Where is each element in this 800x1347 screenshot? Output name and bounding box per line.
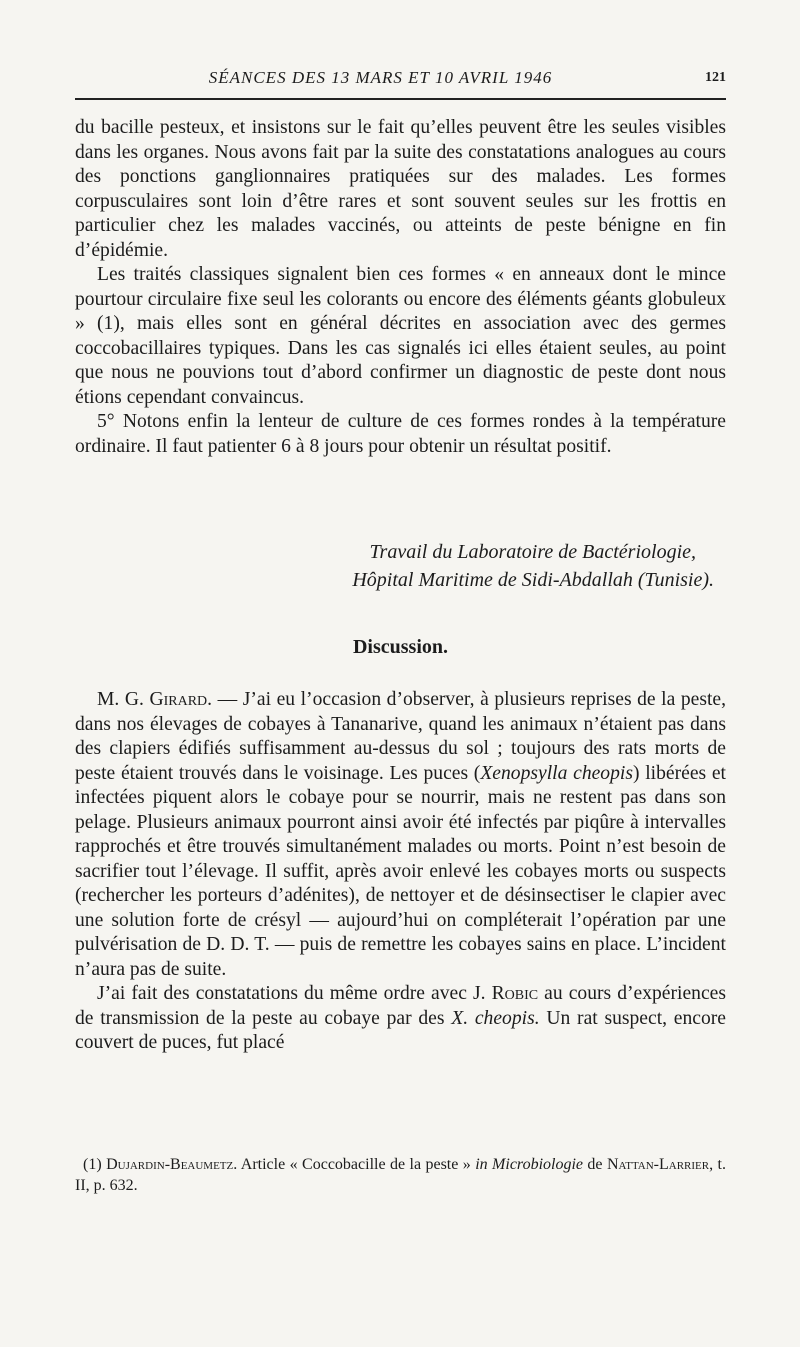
section-heading: Discussion.	[352, 636, 449, 658]
header-rule	[75, 98, 726, 100]
paragraph-text: Un rat suspect, encore couvert de puces, fut placé	[75, 1007, 726, 1053]
paragraph-text: J’ai fait des constatations du même ordre avec J.	[97, 983, 492, 1004]
article-body	[75, 116, 726, 459]
footnote-part: Article « Coccobacille de la peste »	[237, 1156, 476, 1173]
footnote-journal: in Microbiologie	[475, 1156, 583, 1173]
paragraph: Les traités classiques signalent bien ces formes « en anneaux dont le mince pourtour circulaire fixe seul les colorants ou encore des éléments géants globuleux » (1), mais elles sont en général décrites en association avec des germes coccobacillaires typiques. Dans les cas signalés ici elles étaient seules, au point que nous ne pouvions tout d’abord confirmer un diagnostic de peste dont nous étions cependant convaincus.	[75, 264, 726, 408]
paragraph: 5° Notons enfin la lenteur de culture de ces formes rondes à la température ordinaire. Il faut patienter 6 à 8 jours pour obtenir un résultat positif.	[75, 411, 726, 457]
affiliation-line: Travail du Laboratoire de Bactériologie,	[369, 541, 696, 563]
paragraph-text: ) libérées et infectées piquent alors le cobaye pour se nourrir, mais ne restent pas dans son pelage. Plusieurs animaux pourront ainsi avoir été infectés par piqûre à intervalles rapprochés et être trouvés simultanément malades ou morts. Point n’est besoin de sacrifier tout l’élevage. Il suffit, après avoir enlevé les cobayes morts ou suspects (rechercher les porteurs d’adénites), de nettoyer et de désinsectiser le clapier avec une solution forte de crésyl — aujourd’hui on compléterait l’opération par une pulvérisation de D. D. T. — puis de remettre les cobayes sains en place. L’incident n’aura pas de suite.	[75, 762, 726, 980]
footnote-text	[75, 1154, 726, 1196]
paragraph: du bacille pesteux, et insistons sur le fait qu’elles peuvent être les seules visibles dans les organes. Nous avons fait par la suite des constatations analogues au cours des ponctions ganglionnaires pratiquées sur des malades. Les formes corpusculaires sont loin d’être rares et sont souvent seules sur les frottis en particulier chez les malades vaccinés, ou atteints de peste bénigne en fin d’épidémie.	[75, 117, 726, 261]
footnote	[75, 1154, 726, 1196]
footnote-part: t. II, p. 632.	[75, 1156, 726, 1194]
affiliation-line: Hôpital Maritime de Sidi-Abdallah (Tunisie).	[352, 569, 714, 591]
species-name: X. cheopis.	[451, 1007, 540, 1029]
paragraph-text: au cours d’expériences de transmission de la peste au cobaye par des	[75, 983, 726, 1029]
footnote-author: Dujardin-Beaumetz.	[106, 1156, 238, 1173]
speaker-name: M. G. Girard.	[97, 689, 213, 710]
running-header	[75, 68, 726, 98]
person-name: Robic	[491, 983, 539, 1004]
paragraph	[75, 982, 726, 1056]
species-name: Xenopsylla cheopis	[480, 762, 633, 784]
discussion-body	[75, 688, 726, 1056]
footnote-part: de	[583, 1156, 607, 1173]
footnote-number: (1)	[83, 1156, 107, 1173]
header-title: SÉANCES DES 13 MARS ET 10 AVRIL 1946	[208, 68, 553, 87]
paragraph-text: — J’ai eu l’occasion d’observer, à plusieurs reprises de la peste, dans nos élevages de cobayes à Tananarive, quand les animaux n’étaient pas dans des clapiers édifiés suffisamment au-dessus du sol ; toujours des rats morts de peste étaient trouvés dans le voisinage. Les puces (	[75, 689, 726, 784]
affiliation	[75, 538, 726, 594]
paragraph	[75, 688, 726, 982]
footnote-editor: Nattan-Larrier,	[606, 1156, 714, 1173]
page-number: 121	[705, 70, 726, 85]
